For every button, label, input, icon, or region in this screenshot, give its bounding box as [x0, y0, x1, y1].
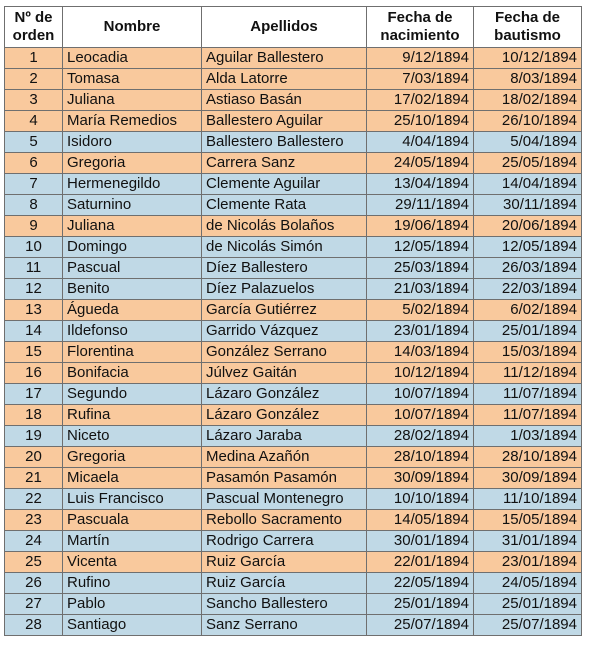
table-row [5, 573, 582, 594]
cell-birth-date: 5/02/1894 [367, 300, 474, 321]
cell-baptism-date: 25/07/1894 [474, 615, 582, 636]
cell-birth-date: 10/07/1894 [367, 405, 474, 426]
cell-baptism-date: 20/06/1894 [474, 216, 582, 237]
cell-order: 16 [5, 363, 63, 384]
table-row [5, 132, 582, 153]
table-row [5, 447, 582, 468]
cell-surnames: Carrera Sanz [202, 153, 367, 174]
cell-baptism-date: 11/07/1894 [474, 405, 582, 426]
cell-order: 10 [5, 237, 63, 258]
table-header [5, 7, 582, 48]
header-birth-date: Fecha de nacimiento [367, 7, 474, 48]
cell-birth-date: 28/10/1894 [367, 447, 474, 468]
cell-order: 19 [5, 426, 63, 447]
cell-birth-date: 10/10/1894 [367, 489, 474, 510]
cell-baptism-date: 23/01/1894 [474, 552, 582, 573]
table-row [5, 510, 582, 531]
header-baptism-date: Fecha de bautismo [474, 7, 582, 48]
cell-surnames: Alda Latorre [202, 69, 367, 90]
cell-order: 5 [5, 132, 63, 153]
cell-surnames: Sancho Ballestero [202, 594, 367, 615]
header-order: Nº de orden [5, 7, 63, 48]
table-row [5, 90, 582, 111]
cell-baptism-date: 11/10/1894 [474, 489, 582, 510]
cell-birth-date: 10/07/1894 [367, 384, 474, 405]
table-row [5, 489, 582, 510]
cell-birth-date: 22/05/1894 [367, 573, 474, 594]
cell-order: 18 [5, 405, 63, 426]
cell-name: Rufino [63, 573, 202, 594]
cell-order: 7 [5, 174, 63, 195]
cell-surnames: Ruiz García [202, 573, 367, 594]
cell-birth-date: 23/01/1894 [367, 321, 474, 342]
cell-birth-date: 22/01/1894 [367, 552, 474, 573]
cell-order: 4 [5, 111, 63, 132]
header-name: Nombre [63, 7, 202, 48]
table-row [5, 363, 582, 384]
cell-surnames: Medina Azañón [202, 447, 367, 468]
table-row [5, 195, 582, 216]
cell-order: 13 [5, 300, 63, 321]
cell-birth-date: 30/01/1894 [367, 531, 474, 552]
cell-birth-date: 29/11/1894 [367, 195, 474, 216]
table-row [5, 426, 582, 447]
cell-baptism-date: 30/09/1894 [474, 468, 582, 489]
cell-name: Tomasa [63, 69, 202, 90]
cell-birth-date: 24/05/1894 [367, 153, 474, 174]
cell-surnames: Ruiz García [202, 552, 367, 573]
table-row [5, 552, 582, 573]
cell-baptism-date: 15/03/1894 [474, 342, 582, 363]
table-row [5, 468, 582, 489]
cell-surnames: Lázaro González [202, 384, 367, 405]
cell-name: Gregoria [63, 153, 202, 174]
cell-birth-date: 13/04/1894 [367, 174, 474, 195]
cell-baptism-date: 11/12/1894 [474, 363, 582, 384]
cell-surnames: Sanz Serrano [202, 615, 367, 636]
cell-name: Pascuala [63, 510, 202, 531]
cell-order: 26 [5, 573, 63, 594]
cell-name: Santiago [63, 615, 202, 636]
cell-baptism-date: 22/03/1894 [474, 279, 582, 300]
cell-order: 23 [5, 510, 63, 531]
cell-surnames: Garrido Vázquez [202, 321, 367, 342]
table-row [5, 111, 582, 132]
table-row [5, 48, 582, 69]
cell-baptism-date: 25/01/1894 [474, 321, 582, 342]
cell-name: Juliana [63, 216, 202, 237]
cell-surnames: de Nicolás Bolaños [202, 216, 367, 237]
cell-name: Luis Francisco [63, 489, 202, 510]
cell-birth-date: 19/06/1894 [367, 216, 474, 237]
cell-baptism-date: 26/10/1894 [474, 111, 582, 132]
cell-name: Gregoria [63, 447, 202, 468]
cell-birth-date: 7/03/1894 [367, 69, 474, 90]
baptism-register-table-wrapper [4, 6, 582, 636]
cell-name: Hermenegildo [63, 174, 202, 195]
table-body [5, 48, 582, 636]
cell-birth-date: 4/04/1894 [367, 132, 474, 153]
cell-surnames: Rodrigo Carrera [202, 531, 367, 552]
cell-name: Rufina [63, 405, 202, 426]
cell-order: 6 [5, 153, 63, 174]
baptism-register-table [4, 6, 582, 636]
cell-order: 3 [5, 90, 63, 111]
cell-birth-date: 14/03/1894 [367, 342, 474, 363]
table-row [5, 300, 582, 321]
cell-baptism-date: 31/01/1894 [474, 531, 582, 552]
cell-baptism-date: 15/05/1894 [474, 510, 582, 531]
cell-order: 17 [5, 384, 63, 405]
cell-baptism-date: 24/05/1894 [474, 573, 582, 594]
cell-name: Domingo [63, 237, 202, 258]
cell-baptism-date: 5/04/1894 [474, 132, 582, 153]
table-row [5, 531, 582, 552]
cell-surnames: Rebollo Sacramento [202, 510, 367, 531]
cell-baptism-date: 28/10/1894 [474, 447, 582, 468]
header-row [5, 7, 582, 48]
cell-name: Juliana [63, 90, 202, 111]
cell-order: 9 [5, 216, 63, 237]
cell-birth-date: 28/02/1894 [367, 426, 474, 447]
cell-surnames: Lázaro González [202, 405, 367, 426]
cell-baptism-date: 11/07/1894 [474, 384, 582, 405]
cell-name: Ildefonso [63, 321, 202, 342]
cell-order: 28 [5, 615, 63, 636]
cell-name: Micaela [63, 468, 202, 489]
cell-surnames: Astiaso Basán [202, 90, 367, 111]
cell-order: 12 [5, 279, 63, 300]
cell-name: Pablo [63, 594, 202, 615]
cell-surnames: Clemente Aguilar [202, 174, 367, 195]
cell-name: Segundo [63, 384, 202, 405]
cell-surnames: Aguilar Ballestero [202, 48, 367, 69]
cell-baptism-date: 6/02/1894 [474, 300, 582, 321]
cell-order: 27 [5, 594, 63, 615]
cell-name: Leocadia [63, 48, 202, 69]
cell-baptism-date: 30/11/1894 [474, 195, 582, 216]
cell-birth-date: 12/05/1894 [367, 237, 474, 258]
cell-name: Niceto [63, 426, 202, 447]
cell-surnames: Ballestero Aguilar [202, 111, 367, 132]
cell-birth-date: 25/03/1894 [367, 258, 474, 279]
cell-order: 25 [5, 552, 63, 573]
cell-order: 1 [5, 48, 63, 69]
cell-order: 21 [5, 468, 63, 489]
cell-surnames: Díez Palazuelos [202, 279, 367, 300]
cell-birth-date: 10/12/1894 [367, 363, 474, 384]
cell-surnames: Pasamón Pasamón [202, 468, 367, 489]
cell-name: Bonifacia [63, 363, 202, 384]
cell-baptism-date: 1/03/1894 [474, 426, 582, 447]
table-row [5, 279, 582, 300]
table-row [5, 174, 582, 195]
cell-order: 15 [5, 342, 63, 363]
cell-birth-date: 30/09/1894 [367, 468, 474, 489]
table-row [5, 321, 582, 342]
cell-surnames: González Serrano [202, 342, 367, 363]
cell-baptism-date: 26/03/1894 [474, 258, 582, 279]
cell-baptism-date: 25/01/1894 [474, 594, 582, 615]
cell-order: 22 [5, 489, 63, 510]
table-row [5, 153, 582, 174]
cell-name: María Remedios [63, 111, 202, 132]
cell-baptism-date: 8/03/1894 [474, 69, 582, 90]
table-row [5, 258, 582, 279]
cell-baptism-date: 12/05/1894 [474, 237, 582, 258]
cell-surnames: Lázaro Jaraba [202, 426, 367, 447]
table-row [5, 342, 582, 363]
cell-name: Martín [63, 531, 202, 552]
cell-order: 14 [5, 321, 63, 342]
cell-order: 8 [5, 195, 63, 216]
cell-birth-date: 17/02/1894 [367, 90, 474, 111]
cell-birth-date: 25/01/1894 [367, 594, 474, 615]
cell-name: Saturnino [63, 195, 202, 216]
table-row [5, 216, 582, 237]
header-surnames: Apellidos [202, 7, 367, 48]
cell-order: 11 [5, 258, 63, 279]
cell-name: Benito [63, 279, 202, 300]
cell-name: Águeda [63, 300, 202, 321]
cell-birth-date: 25/10/1894 [367, 111, 474, 132]
cell-birth-date: 21/03/1894 [367, 279, 474, 300]
table-row [5, 615, 582, 636]
cell-name: Isidoro [63, 132, 202, 153]
table-row [5, 594, 582, 615]
cell-surnames: Ballestero Ballestero [202, 132, 367, 153]
cell-baptism-date: 25/05/1894 [474, 153, 582, 174]
cell-birth-date: 9/12/1894 [367, 48, 474, 69]
cell-surnames: de Nicolás Simón [202, 237, 367, 258]
cell-order: 20 [5, 447, 63, 468]
table-row [5, 384, 582, 405]
table-row [5, 405, 582, 426]
cell-name: Vicenta [63, 552, 202, 573]
cell-name: Pascual [63, 258, 202, 279]
cell-birth-date: 25/07/1894 [367, 615, 474, 636]
cell-order: 24 [5, 531, 63, 552]
cell-surnames: García Gutiérrez [202, 300, 367, 321]
cell-birth-date: 14/05/1894 [367, 510, 474, 531]
cell-baptism-date: 18/02/1894 [474, 90, 582, 111]
cell-surnames: Clemente Rata [202, 195, 367, 216]
table-row [5, 237, 582, 258]
cell-baptism-date: 14/04/1894 [474, 174, 582, 195]
cell-surnames: Júlvez Gaitán [202, 363, 367, 384]
cell-surnames: Díez Ballestero [202, 258, 367, 279]
table-row [5, 69, 582, 90]
cell-baptism-date: 10/12/1894 [474, 48, 582, 69]
cell-name: Florentina [63, 342, 202, 363]
cell-surnames: Pascual Montenegro [202, 489, 367, 510]
cell-order: 2 [5, 69, 63, 90]
